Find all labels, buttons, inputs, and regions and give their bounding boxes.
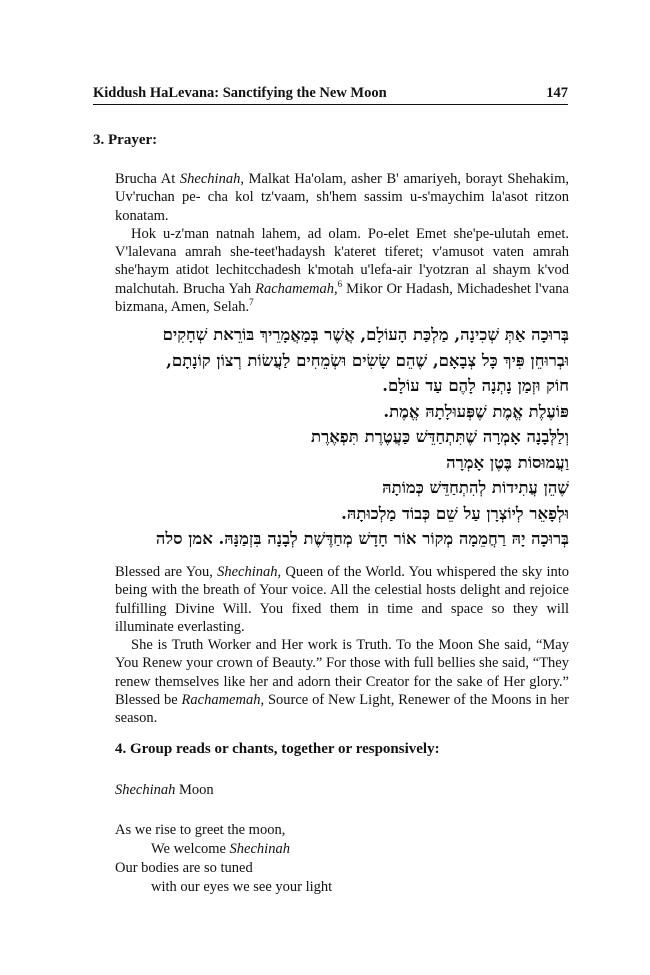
footnote-marker: 6 <box>337 278 343 289</box>
running-title: Kiddush HaLevana: Sanctifying the New Moon <box>93 85 387 101</box>
hebrew-line: בְּרוּכָה אַתְּ שְׁכִינָה, מַלְכַּת הָעוֹלָם, אֲשֶׁר בְּמַאֲמָרֵיךְ בּוֹרֵאת שְׁחָקִים <box>162 325 569 344</box>
hebrew-line: וּבְרוּחֵן פִּיךְ כָּל צְבָאָם, שֶׁהֵם שָׂשִׂים וּשְׂמֵחִים לַעֲשׂוֹת רְצוֹן קוֹנָתָם, <box>166 350 569 370</box>
english-paragraph-2: She is Truth Worker and Her work is Truth. To the Moon She said, “May You Renew your crown of Beauty.” For those with full bellies she said, “They renew themselves like her and adorn their Creator for the sake of Her glory.” Blessed be Rachamemah, Source of New Light, Renewer of the Moons in her season. <box>115 637 569 727</box>
poem-line: As we rise to greet the moon, <box>115 822 286 838</box>
transliteration-block <box>115 170 569 316</box>
hebrew-line: וּלְפָאֵר לְיוֹצְרָן עַל שֵׁם כְּבוֹד מַלְכוּתָהּ. <box>341 503 569 523</box>
transliteration-paragraph-1: Brucha At Shechinah, Malkat Ha'olam, asher B' amariyeh, borayt Shehakim, Uv'ruchan pe- cha kol tz'vaam, sh'hem sassim u-s'maychim la'asot ritzon konatam. <box>115 171 569 224</box>
hebrew-line: וְלַלְּבָנָה אָמְרָה שֶׁתִּתְחַדֵּשׁ כַּעֲטֶרֶת תִּפְאֶרֶת <box>311 427 569 446</box>
hebrew-line: שֶׁהֵן עֲתִידוֹת לְהִתְחַדֵּשׁ כְּמוֹתָהּ <box>382 478 569 497</box>
section-heading-prayer: 3. Prayer: <box>93 132 158 148</box>
hebrew-line: פּוֹעֶלֶת אֱמֶת שֶׁפְּעוּלָתָהּ אֱמֶת. <box>383 401 569 421</box>
english-translation-block <box>115 563 569 728</box>
poem-line: We welcome Shechinah <box>151 841 290 857</box>
hebrew-line: וַעֲמוּסוֹת בֶּטֶן אָמְרָה <box>446 452 569 472</box>
running-head <box>93 84 568 105</box>
poem-line: with our eyes we see your light <box>151 879 333 895</box>
transliteration-paragraph-2: Hok u-z'man natnah lahem, ad olam. Po-elet Emet she'pe-ulutah emet. V'lalevana amrah she-teet'hadaysh k'ateret tiferet; v'amusot vaten amrah she'haym atidot lechitcchadesh k'motah u'lefa-air l'yotzran al shaym k'vod malchutah. Brucha Yah Rachamemah,$^6$ Mikor Or Hadash, Michadeshet l'vana bizmana, Amen, Selah.$^7$ <box>115 225 569 316</box>
hebrew-prayer-text <box>115 322 569 552</box>
poem <box>115 821 332 897</box>
section-heading-group-reads: 4. Group reads or chants, together or responsively: <box>115 741 440 757</box>
hebrew-line: חוֹק וּזְמַן נָתְנָה לָהֶם עַד עוֹלָם. <box>382 376 569 395</box>
poem-title: Shechinah Moon <box>115 782 214 798</box>
english-paragraph-1: Blessed are You, Shechinah, Queen of the World. You whispered the sky into being with the breath of Your voice. All the celestial hosts delight and rejoice fulfilling Divine Will. You fixed them in time and space so they will illuminate everlasting. <box>115 564 569 635</box>
hebrew-line: בְּרוּכָה יָהּ רַחֲמֵמָה מְקוֹר אוֹר חָדָשׁ מְחַדֶּשֶׁת לְבָנָה בִּזְמַנָּהּ. אמן סלה <box>155 529 569 548</box>
poem-line: Our bodies are so tuned <box>115 860 253 876</box>
footnote-marker: 7 <box>249 297 254 308</box>
page-number: 147 <box>546 85 568 101</box>
